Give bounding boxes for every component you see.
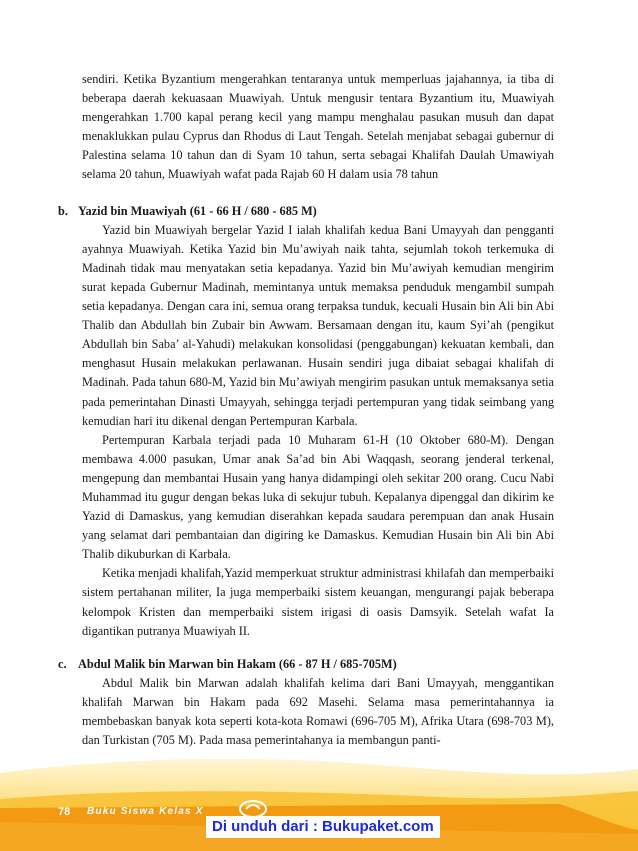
section-b-paragraph-3: Ketika menjadi khalifah,Yazid memperkuat struktur administrasi khilafah dan memperbaiki sistem pertahanan militer, Ia juga memperbaiki sistem keuangan, mengurangi pajak beberapa kelompok Kristen dan memperbaiki sistem irigasi di oasis Damsyik. Setelah wafat Ia digantikan putranya Muawiyah II. [82,566,554,638]
section-gap [82,185,554,202]
section-gap [82,641,554,655]
section-b-title: Yazid bin Muawiyah (61 - 66 H / 680 - 685 M) [78,203,317,218]
section-b-letter: b. [58,203,68,218]
section-c-letter: c. [58,656,67,671]
section-c-heading [58,655,530,674]
page-body [58,70,554,750]
intro-paragraph: sendiri. Ketika Byzantium mengerahkan tentaranya untuk memperluas jajahannya, ia tiba di beberapa daerah kekuasaan Muawiyah. Untuk mengusir tentara Byzantium itu, Muawiyah mengerahkan 1.700 kapal perang kecil yang mampu menghalau pasukan musuh dan dapat menaklukkan pulau Cyprus dan Rhodus di Laut Tengah. Setelah menjabat sebagai gubernur di Palestina selama 10 tahun dan di Syam 10 tahun, serta sebagai Khalifah Daulah Umawiyah selama 20 tahun, Muawiyah wafat pada Rajab 60 H dalam usia 78 tahun [82,72,554,182]
book-title: Buku Siswa Kelas X [87,806,204,817]
section-c-paragraph-1: Abdul Malik bin Marwan adalah khalifah kelima dari Bani Umayyah, menggantikan khalifah Marwan bin Hakam pada 692 Masehi. Selama masa pemerintahannya ia membebaskan banyak kota seperti kota-kota Romawi (696-705 M), Afrika Utara (698-703 M), dan Turkistan (705 M). Pada masa pemerintahanya ia membangun panti- [82,675,554,748]
section-b-paragraph-2: Pertempuran Karbala terjadi pada 10 Muharam 61-H (10 Oktober 680-M). Dengan membawa 4.000 pasukan, Umar anak Sa’ad bin Abi Waqqash, seorang jenderal terkenal, mengepung dan membantai Husain yang hanya didampingi oleh sekitar 200 orang. Cucu Nabi Muhammad itu gugur dengan bekas luka di sekujur tubuh. Kepalanya dipenggal dan dikirim ke Yazid di Damaskus, yang kemudian diserahkan kepada saudara perempuan dan anak Husain yang selamat dari pembantaian dan digiring ke Damaskus. Kemudian Husain bin Ali bin Abi Thalib dikuburkan di Karbala. [82,432,554,562]
book-logo-icon [238,797,268,817]
section-b-heading [58,202,530,221]
section-b-paragraph-1: Yazid bin Muawiyah bergelar Yazid I ialah khalifah kedua Bani Umayyah dan pengganti ayahnya Muawiyah. Ketika Yazid bin Mu’awiyah naik tahta, sejumlah tokoh terkemuka di Madinah tidak mau menyatakan setia kepadanya. Yazid bin Mu’awiyah kemudian mengirim surat kepada Gubernur Madinah, memintanya untuk memaksa penduduk mengambil sumpah setia kepadanya. Dengan cara ini, semua orang terpaksa tunduk, kecuali Husain bin Ali bin Abi Thalib dan Abdullah bin Zubair bin Awwam. Bersamaan dengan itu, kaum Syi’ah (pengikut Abdullah bin Saba’ al-Yahudi) melakukan konsolidasi (penggabungan) kekuatan kembali, dan menghasut Husain melakukan perlawanan. Husain sendiri juga dibaiat sebagai khalifah di Madinah. Pada tahun 680-M, Yazid bin Mu’awiyah mengirim pasukan untuk memaksanya setia pada pemerintahan Dinasti Umayyah, sehingga terjadi pertempuran yang tidak seimbang yang kemudian hari itu dikenal dengan Pertempuran Karbala. [82,222,554,428]
download-banner-link[interactable]: Di unduh dari : Bukupaket.com [206,816,440,838]
page-number: 78 [58,806,71,818]
section-c-title: Abdul Malik bin Marwan bin Hakam (66 - 87 H / 685-705M) [78,656,397,671]
